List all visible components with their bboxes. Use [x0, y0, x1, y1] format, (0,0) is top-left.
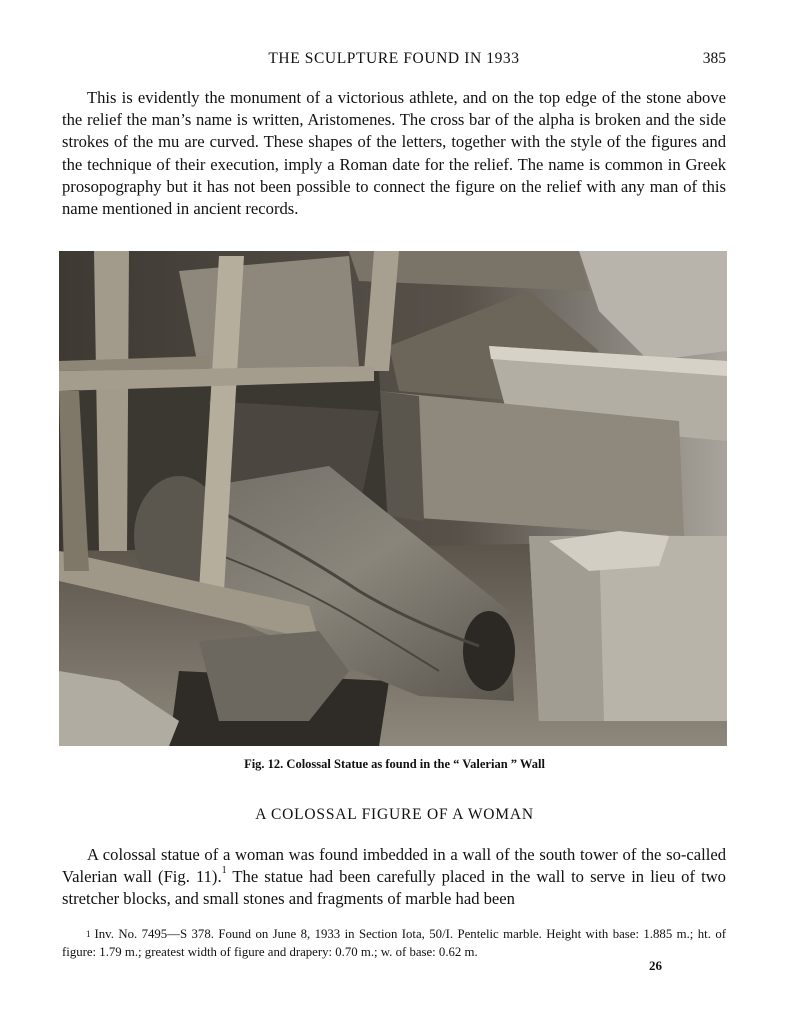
figure-photograph — [59, 251, 727, 746]
body-paragraph-1 — [62, 87, 726, 220]
figure-caption: Fig. 12. Colossal Statue as found in the “ Valerian ” Wall — [244, 757, 545, 771]
footnote-text: Inv. No. 7495—S 378. Found on June 8, 1933 in Section Iota, 50/I. Pentelic marble. Height with base: 1.885 m.; ht. of figure: 1.79 m.; greatest width of figure and drapery: 0.70 m.; w. of base: 0.62 m. — [62, 927, 726, 959]
paragraph-1-text: This is evidently the monument of a victorious athlete, and on the top edge of the stone above the relief the man’s name is written, Aristomenes. The cross bar of the alpha is broken and the side strokes of the mu are curved. These shapes of the letters, together with the style of the figures and the technique of their execution, imply a Roman date for the relief. The name is common in Greek prosopography but it has not been possible to connect the figure on the relief with any man of this name mentioned in ancient records. — [62, 88, 726, 219]
footnote-marker: 1 — [86, 929, 91, 939]
footnote-reference: 1 — [221, 865, 227, 877]
running-title: THE SCULPTURE FOUND IN 1933 — [268, 50, 520, 67]
footnote — [62, 925, 726, 961]
paragraph-2-text-b: The statue had been carefully placed in the wall to serve in lieu of two stretcher blocks, and small stones and fragments of marble had been — [62, 867, 726, 909]
section-heading: A COLOSSAL FIGURE OF A WOMAN — [255, 806, 534, 823]
paragraph-2-text-a: A colossal statue of a woman was found imbedded in a wall of the south tower of the so-called Valerian wall (Fig. 11). — [62, 845, 726, 887]
body-paragraph-2 — [62, 844, 726, 911]
statue-excavation-photo — [59, 251, 727, 746]
running-head — [62, 50, 726, 72]
page-number: 385 — [702, 50, 726, 67]
signature-mark: 26 — [649, 958, 662, 973]
